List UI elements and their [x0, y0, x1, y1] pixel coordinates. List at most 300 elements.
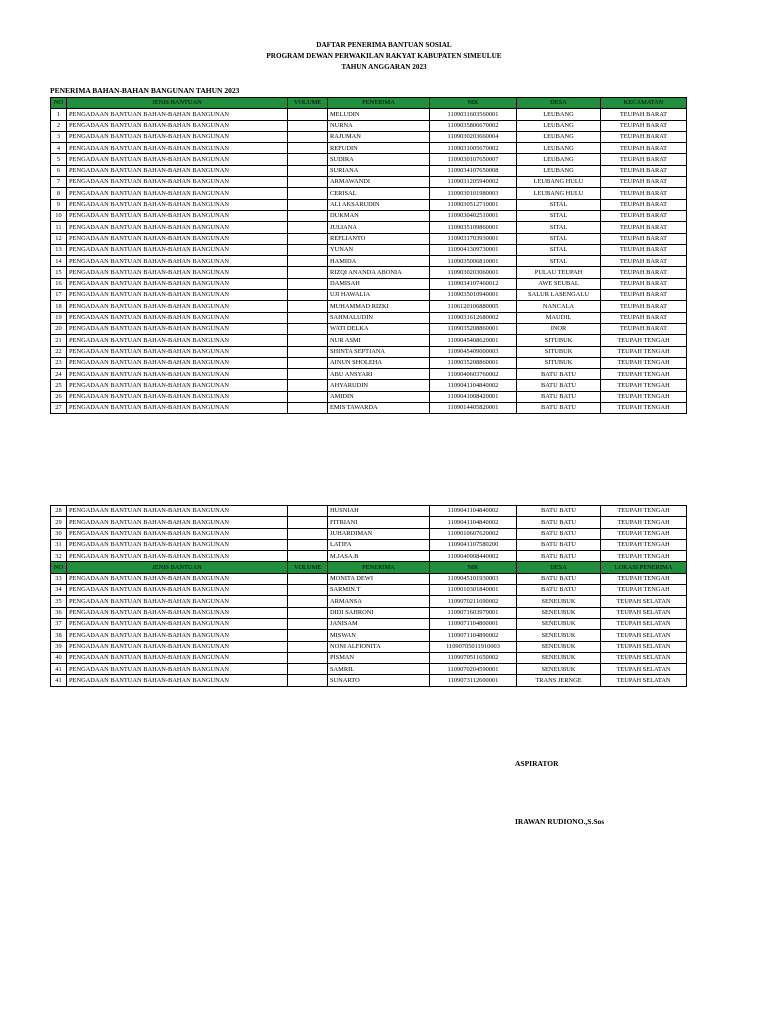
col-jenis-bantuan-cell: PENGADAAN BANTUAN BAHAN-BAHAN BANGUNAN [67, 517, 288, 528]
col-no-cell: 9 [51, 199, 67, 210]
col-no-cell: 33 [51, 573, 67, 584]
col-jenis-bantuan-cell: PENGADAAN BANTUAN BAHAN-BAHAN BANGUNAN [67, 109, 288, 120]
col-kecamatan-cell: TEUPAH SELATAN [601, 607, 687, 618]
col-desa-cell: LEUBANG [517, 109, 601, 120]
col-no-cell: 37 [51, 618, 67, 629]
col-volume-cell [288, 177, 328, 188]
col-kecamatan-cell: TEUPAH TENGAH [601, 357, 687, 368]
title-line-3: TAHUN ANGGARAN 2023 [341, 63, 427, 71]
col-volume-cell [288, 301, 328, 312]
col-no-cell: 31 [51, 539, 67, 550]
col-kecamatan-cell: TEUPAH BARAT [601, 267, 687, 278]
col-no-cell: 34 [51, 585, 67, 596]
col-nik-cell: 1109014405820001 [430, 403, 517, 414]
col-volume-cell [288, 256, 328, 267]
header-cell-col-no: NO [51, 98, 67, 109]
col-jenis-bantuan-cell: PENGADAAN BANTUAN BAHAN-BAHAN BANGUNAN [67, 335, 288, 346]
table-row [51, 143, 687, 154]
col-kecamatan-cell: TEUPAH BARAT [601, 188, 687, 199]
col-jenis-bantuan-cell: PENGADAAN BANTUAN BAHAN-BAHAN BANGUNAN [67, 630, 288, 641]
col-no-cell: 7 [51, 177, 67, 188]
col-no-cell: 22 [51, 346, 67, 357]
col-penerima-cell: WATI DELKA [328, 323, 430, 334]
col-volume-cell [288, 517, 328, 528]
col-volume-cell [288, 222, 328, 233]
table-row [51, 506, 687, 517]
table-row [51, 267, 687, 278]
col-volume-cell [288, 335, 328, 346]
col-penerima-cell: SUDIRA [328, 154, 430, 165]
signature-role: ASPIRATOR [515, 759, 559, 768]
col-nik-cell: 1109070204590001 [430, 664, 517, 675]
col-volume-cell [288, 652, 328, 663]
col-penerima-cell: ALI AKSARUDIN [328, 199, 430, 210]
col-no-cell: 12 [51, 233, 67, 244]
col-no-cell: 23 [51, 357, 67, 368]
col-jenis-bantuan-cell: PENGADAAN BANTUAN BAHAN-BAHAN BANGUNAN [67, 222, 288, 233]
table-row [51, 199, 687, 210]
col-nik-cell: 1109035109860001 [430, 222, 517, 233]
col-jenis-bantuan-cell: PENGADAAN BANTUAN BAHAN-BAHAN BANGUNAN [67, 607, 288, 618]
col-desa-cell: SITAL [517, 222, 601, 233]
col-volume-cell [288, 210, 328, 221]
col-volume-cell [288, 120, 328, 131]
col-desa-cell: LEUBANG HULU [517, 177, 601, 188]
header-cell-col-volume: VOLUME [288, 98, 328, 109]
col-volume-cell [288, 675, 328, 686]
table-row [51, 301, 687, 312]
table-row [51, 607, 687, 618]
header-cell-col-nik: NIK [430, 562, 517, 573]
col-no-cell: 17 [51, 290, 67, 301]
col-desa-cell: SALUR LASENGALU [517, 290, 601, 301]
col-kecamatan-cell: TEUPAH TENGAH [601, 391, 687, 402]
col-no-cell: 6 [51, 165, 67, 176]
col-no-cell: 20 [51, 323, 67, 334]
col-volume-cell [288, 585, 328, 596]
col-desa-cell: AWE SEUBAL [517, 278, 601, 289]
col-jenis-bantuan-cell: PENGADAAN BANTUAN BAHAN-BAHAN BANGUNAN [67, 551, 288, 562]
col-no-cell: 14 [51, 256, 67, 267]
table-header-row [51, 98, 687, 109]
table-row [51, 177, 687, 188]
col-penerima-cell: NURNA [328, 120, 430, 131]
table-row [51, 335, 687, 346]
table-row [51, 664, 687, 675]
col-desa-cell: BATU BATU [517, 585, 601, 596]
col-penerima-cell: SAMRIL [328, 664, 430, 675]
col-kecamatan-cell: TEUPAH SELATAN [601, 652, 687, 663]
col-volume-cell [288, 403, 328, 414]
col-penerima-cell: ARMAWANDI [328, 177, 430, 188]
table-row [51, 109, 687, 120]
col-volume-cell [288, 573, 328, 584]
col-desa-cell: SITAL [517, 210, 601, 221]
col-desa-cell: LEUBANG HULU [517, 188, 601, 199]
col-penerima-cell: MUHAMMAD RIZKI [328, 301, 430, 312]
col-desa-cell: BATU BATU [517, 528, 601, 539]
col-penerima-cell: SAHMALUDIN [328, 312, 430, 323]
col-kecamatan-cell: TEUPAH SELATAN [601, 675, 687, 686]
col-nik-cell: 1109030402510001 [430, 210, 517, 221]
col-nik-cell: 1109040908440002 [430, 551, 517, 562]
col-volume-cell [288, 233, 328, 244]
col-no-cell: 13 [51, 244, 67, 255]
col-penerima-cell: YUNAN [328, 244, 430, 255]
table-row [51, 233, 687, 244]
col-volume-cell [288, 109, 328, 120]
col-kecamatan-cell: TEUPAH BARAT [601, 131, 687, 142]
col-nik-cell: 1109034107460012 [430, 278, 517, 289]
col-penerima-cell: CERISAL [328, 188, 430, 199]
col-desa-cell: SENEUBUK [517, 641, 601, 652]
col-volume-cell [288, 290, 328, 301]
col-penerima-cell: JANISAM [328, 618, 430, 629]
col-jenis-bantuan-cell: PENGADAAN BANTUAN BAHAN-BAHAN BANGUNAN [67, 585, 288, 596]
col-kecamatan-cell: TEUPAH BARAT [601, 244, 687, 255]
header-cell-col-nik: NIK [430, 98, 517, 109]
col-kecamatan-cell: TEUPAH TENGAH [601, 585, 687, 596]
col-desa-cell: SITUBUK [517, 357, 601, 368]
col-desa-cell: SITAL [517, 233, 601, 244]
col-nik-cell: 1109030512710001 [430, 199, 517, 210]
col-jenis-bantuan-cell: PENGADAAN BANTUAN BAHAN-BAHAN BANGUNAN [67, 165, 288, 176]
col-nik-cell: 1109045409000003 [430, 346, 517, 357]
col-no-cell: 32 [51, 551, 67, 562]
col-no-cell: 3 [51, 131, 67, 142]
col-desa-cell: SENEUBUK [517, 652, 601, 663]
col-penerima-cell: EMIS TAWARDA [328, 403, 430, 414]
col-desa-cell: LEUBANG [517, 154, 601, 165]
col-nik-cell: 1109030101980003 [430, 188, 517, 199]
table-row [51, 290, 687, 301]
col-nik-cell: 1109031603560001 [430, 109, 517, 120]
col-volume-cell [288, 244, 328, 255]
col-penerima-cell: DAMISAH [328, 278, 430, 289]
col-nik-cell: 1106120106880005 [430, 301, 517, 312]
table-row [51, 165, 687, 176]
col-penerima-cell: REFLIANTO [328, 233, 430, 244]
col-no-cell: 8 [51, 188, 67, 199]
table-row [51, 222, 687, 233]
col-no-cell: 16 [51, 278, 67, 289]
table-row [51, 244, 687, 255]
col-jenis-bantuan-cell: PENGADAAN BANTUAN BAHAN-BAHAN BANGUNAN [67, 267, 288, 278]
table-row [51, 573, 687, 584]
col-desa-cell: SENEUBUK [517, 607, 601, 618]
col-no-cell: 19 [51, 312, 67, 323]
col-jenis-bantuan-cell: PENGADAAN BANTUAN BAHAN-BAHAN BANGUNAN [67, 618, 288, 629]
header-cell-col-desa: DESA [517, 562, 601, 573]
col-jenis-bantuan-cell: PENGADAAN BANTUAN BAHAN-BAHAN BANGUNAN [67, 539, 288, 550]
col-volume-cell [288, 357, 328, 368]
table-row [51, 278, 687, 289]
col-kecamatan-cell: TEUPAH BARAT [601, 165, 687, 176]
col-penerima-cell: ARMANSA [328, 596, 430, 607]
table-row [51, 346, 687, 357]
col-penerima-cell: HUSNIAH [328, 506, 430, 517]
col-no-cell: 35 [51, 596, 67, 607]
col-volume-cell [288, 143, 328, 154]
table-row [51, 517, 687, 528]
col-jenis-bantuan-cell: PENGADAAN BANTUAN BAHAN-BAHAN BANGUNAN [67, 188, 288, 199]
col-desa-cell: SENEUBUK [517, 596, 601, 607]
col-penerima-cell: RIZQI ANANDA ABONIA [328, 267, 430, 278]
col-kecamatan-cell: TEUPAH TENGAH [601, 551, 687, 562]
col-jenis-bantuan-cell: PENGADAAN BANTUAN BAHAN-BAHAN BANGUNAN [67, 641, 288, 652]
col-penerima-cell: RAJUMAN [328, 131, 430, 142]
table-row [51, 391, 687, 402]
col-desa-cell: LEUBANG [517, 165, 601, 176]
col-no-cell: 29 [51, 517, 67, 528]
table-row [51, 131, 687, 142]
col-volume-cell [288, 312, 328, 323]
col-kecamatan-cell: TEUPAH TENGAH [601, 403, 687, 414]
header-cell-col-penerima: PENERIMA [328, 98, 430, 109]
col-nik-cell: 1109045101930003 [430, 573, 517, 584]
col-penerima-cell: DIDI SAHRONI [328, 607, 430, 618]
table-row [51, 154, 687, 165]
col-desa-cell: TRANS JERNGE [517, 675, 601, 686]
col-kecamatan-cell: TEUPAH SELATAN [601, 630, 687, 641]
header-cell-col-jenis-bantuan: JENIS BANTUAN [67, 562, 288, 573]
col-kecamatan-cell: TEUPAH BARAT [601, 177, 687, 188]
col-jenis-bantuan-cell: PENGADAAN BANTUAN BAHAN-BAHAN BANGUNAN [67, 143, 288, 154]
col-no-cell: 2 [51, 120, 67, 131]
col-kecamatan-cell: TEUPAH BARAT [601, 143, 687, 154]
col-desa-cell: PULAU TEUPAH [517, 267, 601, 278]
col-kecamatan-cell: TEUPAH BARAT [601, 278, 687, 289]
col-volume-cell [288, 506, 328, 517]
col-kecamatan-cell: TEUPAH TENGAH [601, 539, 687, 550]
col-desa-cell: LEUBANG [517, 143, 601, 154]
col-penerima-cell: SUNARTO [328, 675, 430, 686]
col-nik-cell: 1109035010940001 [430, 290, 517, 301]
col-volume-cell [288, 165, 328, 176]
col-nik-cell: 1109031612680002 [430, 312, 517, 323]
col-no-cell: 39 [51, 641, 67, 652]
col-no-cell: 30 [51, 528, 67, 539]
col-jenis-bantuan-cell: PENGADAAN BANTUAN BAHAN-BAHAN BANGUNAN [67, 233, 288, 244]
title-line-2: PROGRAM DEWAN PERWAKILAN RAKYAT KABUPATEN SIMEULUE [266, 52, 502, 60]
col-penerima-cell: MONITA DEWI [328, 573, 430, 584]
col-nik-cell: 1109041104840002 [430, 506, 517, 517]
col-desa-cell: BATU BATU [517, 391, 601, 402]
col-jenis-bantuan-cell: PENGADAAN BANTUAN BAHAN-BAHAN BANGUNAN [67, 290, 288, 301]
col-nik-cell: 1109070511650002 [430, 652, 517, 663]
table-row [51, 539, 687, 550]
recipient-table-2 [50, 505, 687, 687]
col-desa-cell: NANCALA [517, 301, 601, 312]
col-volume-cell [288, 551, 328, 562]
col-jenis-bantuan-cell: PENGADAAN BANTUAN BAHAN-BAHAN BANGUNAN [67, 278, 288, 289]
col-volume-cell [288, 369, 328, 380]
col-jenis-bantuan-cell: PENGADAAN BANTUAN BAHAN-BAHAN BANGUNAN [67, 528, 288, 539]
col-volume-cell [288, 346, 328, 357]
col-nik-cell: 1109045408620001 [430, 335, 517, 346]
col-jenis-bantuan-cell: PENGADAAN BANTUAN BAHAN-BAHAN BANGUNAN [67, 664, 288, 675]
col-penerima-cell: M.JASA.B [328, 551, 430, 562]
table-row [51, 641, 687, 652]
col-no-cell: 18 [51, 301, 67, 312]
col-penerima-cell: MISWAN [328, 630, 430, 641]
header-cell-col-no: NO [51, 562, 67, 573]
table-row [51, 618, 687, 629]
col-nik-cell: 1109010301840001 [430, 585, 517, 596]
col-nik-cell: 1109031005670002 [430, 143, 517, 154]
col-no-cell: 4 [51, 143, 67, 154]
col-volume-cell [288, 154, 328, 165]
col-no-cell: 26 [51, 391, 67, 402]
col-desa-cell: BATU BATU [517, 369, 601, 380]
col-desa-cell: INOR [517, 323, 601, 334]
col-kecamatan-cell: TEUPAH SELATAN [601, 664, 687, 675]
col-nik-cell: 1109041104840002 [430, 380, 517, 391]
col-penerima-cell: NONI ALFIONITA [328, 641, 430, 652]
col-jenis-bantuan-cell: PENGADAAN BANTUAN BAHAN-BAHAN BANGUNAN [67, 380, 288, 391]
col-penerima-cell: SURIANA [328, 165, 430, 176]
col-nik-cell: 1109041008420001 [430, 391, 517, 402]
col-penerima-cell: NUR ASMI [328, 335, 430, 346]
col-desa-cell: BATU BATU [517, 517, 601, 528]
col-penerima-cell: JUHARDIMAN [328, 528, 430, 539]
col-kecamatan-cell: TEUPAH BARAT [601, 210, 687, 221]
col-nik-cell: 1109041107580200 [430, 539, 517, 550]
col-nik-cell: 1109070211690002 [430, 596, 517, 607]
table-row [51, 403, 687, 414]
col-desa-cell: BATU BATU [517, 573, 601, 584]
col-no-cell: 1 [51, 109, 67, 120]
col-jenis-bantuan-cell: PENGADAAN BANTUAN BAHAN-BAHAN BANGUNAN [67, 596, 288, 607]
col-kecamatan-cell: TEUPAH TENGAH [601, 506, 687, 517]
col-jenis-bantuan-cell: PENGADAAN BANTUAN BAHAN-BAHAN BANGUNAN [67, 357, 288, 368]
title-line-1: DAFTAR PENERIMA BANTUAN SOSIAL [316, 41, 452, 49]
col-kecamatan-cell: TEUPAH TENGAH [601, 369, 687, 380]
col-no-cell: 36 [51, 607, 67, 618]
col-penerima-cell: LATIFA [328, 539, 430, 550]
table-header-row [51, 562, 687, 573]
col-kecamatan-cell: TEUPAH BARAT [601, 301, 687, 312]
col-volume-cell [288, 267, 328, 278]
col-nik-cell: 1109035006810001 [430, 256, 517, 267]
header-cell-col-penerima: PENERIMA [328, 562, 430, 573]
col-kecamatan-cell: TEUPAH TENGAH [601, 346, 687, 357]
col-jenis-bantuan-cell: PENGADAAN BANTUAN BAHAN-BAHAN BANGUNAN [67, 301, 288, 312]
col-penerima-cell: HAMIDA [328, 256, 430, 267]
table-row [51, 675, 687, 686]
col-no-cell: 38 [51, 630, 67, 641]
col-no-cell: 41 [51, 664, 67, 675]
col-desa-cell: BATU BATU [517, 506, 601, 517]
col-volume-cell [288, 323, 328, 334]
col-desa-cell: SITUBUK [517, 346, 601, 357]
col-jenis-bantuan-cell: PENGADAAN BANTUAN BAHAN-BAHAN BANGUNAN [67, 391, 288, 402]
col-jenis-bantuan-cell: PENGADAAN BANTUAN BAHAN-BAHAN BANGUNAN [67, 177, 288, 188]
document-title-block [0, 40, 768, 73]
col-no-cell: 28 [51, 506, 67, 517]
col-kecamatan-cell: TEUPAH TENGAH [601, 380, 687, 391]
table-row [51, 312, 687, 323]
col-kecamatan-cell: TEUPAH BARAT [601, 233, 687, 244]
table-row [51, 630, 687, 641]
col-desa-cell: SITAL [517, 244, 601, 255]
col-kecamatan-cell: TEUPAH TENGAH [601, 528, 687, 539]
col-jenis-bantuan-cell: PENGADAAN BANTUAN BAHAN-BAHAN BANGUNAN [67, 154, 288, 165]
col-volume-cell [288, 641, 328, 652]
col-desa-cell: MAUDIL [517, 312, 601, 323]
table-row [51, 380, 687, 391]
col-volume-cell [288, 188, 328, 199]
col-kecamatan-cell: TEUPAH BARAT [601, 120, 687, 131]
header-cell-col-jenis-bantuan: JENIS BANTUAN [67, 98, 288, 109]
col-kecamatan-cell: TEUPAH TENGAH [601, 573, 687, 584]
col-volume-cell [288, 607, 328, 618]
col-desa-cell: BATU BATU [517, 403, 601, 414]
col-nik-cell: 1109030203660004 [430, 131, 517, 142]
col-penerima-cell: ABU ANSYARI [328, 369, 430, 380]
col-penerima-cell: AINUN SHOLEHA [328, 357, 430, 368]
col-jenis-bantuan-cell: PENGADAAN BANTUAN BAHAN-BAHAN BANGUNAN [67, 120, 288, 131]
col-kecamatan-cell: TEUPAH BARAT [601, 154, 687, 165]
col-jenis-bantuan-cell: PENGADAAN BANTUAN BAHAN-BAHAN BANGUNAN [67, 131, 288, 142]
col-kecamatan-cell: TEUPAH SELATAN [601, 641, 687, 652]
col-nik-cell: 1109031205940002 [430, 177, 517, 188]
col-kecamatan-cell: TEUPAH TENGAH [601, 517, 687, 528]
col-nik-cell: 1109035208860001 [430, 323, 517, 334]
col-penerima-cell: MELUDIN [328, 109, 430, 120]
col-penerima-cell: UJI HAWALIA [328, 290, 430, 301]
col-nik-cell: 1109071104800001 [430, 618, 517, 629]
col-kecamatan-cell: TEUPAH SELATAN [601, 618, 687, 629]
header-cell-col-desa: DESA [517, 98, 601, 109]
col-kecamatan-cell: TEUPAH BARAT [601, 199, 687, 210]
col-jenis-bantuan-cell: PENGADAAN BANTUAN BAHAN-BAHAN BANGUNAN [67, 346, 288, 357]
col-penerima-cell: REFUDIN [328, 143, 430, 154]
col-volume-cell [288, 380, 328, 391]
col-nik-cell: 1109041309730001 [430, 244, 517, 255]
col-kecamatan-cell: TEUPAH BARAT [601, 290, 687, 301]
col-penerima-cell: AMIDIN [328, 391, 430, 402]
table-row [51, 596, 687, 607]
table-row [51, 188, 687, 199]
col-nik-cell: 1109030107650007 [430, 154, 517, 165]
col-nik-cell: 1109030203060001 [430, 267, 517, 278]
col-volume-cell [288, 618, 328, 629]
col-nik-cell: 1109010607620002 [430, 528, 517, 539]
col-no-cell: 11 [51, 222, 67, 233]
col-nik-cell: 1109031703930001 [430, 233, 517, 244]
header-cell-col-volume: VOLUME [288, 562, 328, 573]
col-kecamatan-cell: TEUPAH BARAT [601, 222, 687, 233]
col-nik-cell: 1109071104890002 [430, 630, 517, 641]
col-nik-cell: 1109034107650008 [430, 165, 517, 176]
col-no-cell: 5 [51, 154, 67, 165]
col-volume-cell [288, 391, 328, 402]
col-no-cell: 24 [51, 369, 67, 380]
table-row [51, 120, 687, 131]
table-row [51, 585, 687, 596]
col-no-cell: 21 [51, 335, 67, 346]
header-cell-col-kecamatan: KECAMATAN [601, 98, 687, 109]
col-no-cell: 15 [51, 267, 67, 278]
col-kecamatan-cell: TEUPAH BARAT [601, 256, 687, 267]
col-volume-cell [288, 278, 328, 289]
col-penerima-cell: PISMAN [328, 652, 430, 663]
col-no-cell: 27 [51, 403, 67, 414]
col-penerima-cell: SARMIN.T [328, 585, 430, 596]
col-penerima-cell: DUKMAN [328, 210, 430, 221]
col-no-cell: 41 [51, 675, 67, 686]
